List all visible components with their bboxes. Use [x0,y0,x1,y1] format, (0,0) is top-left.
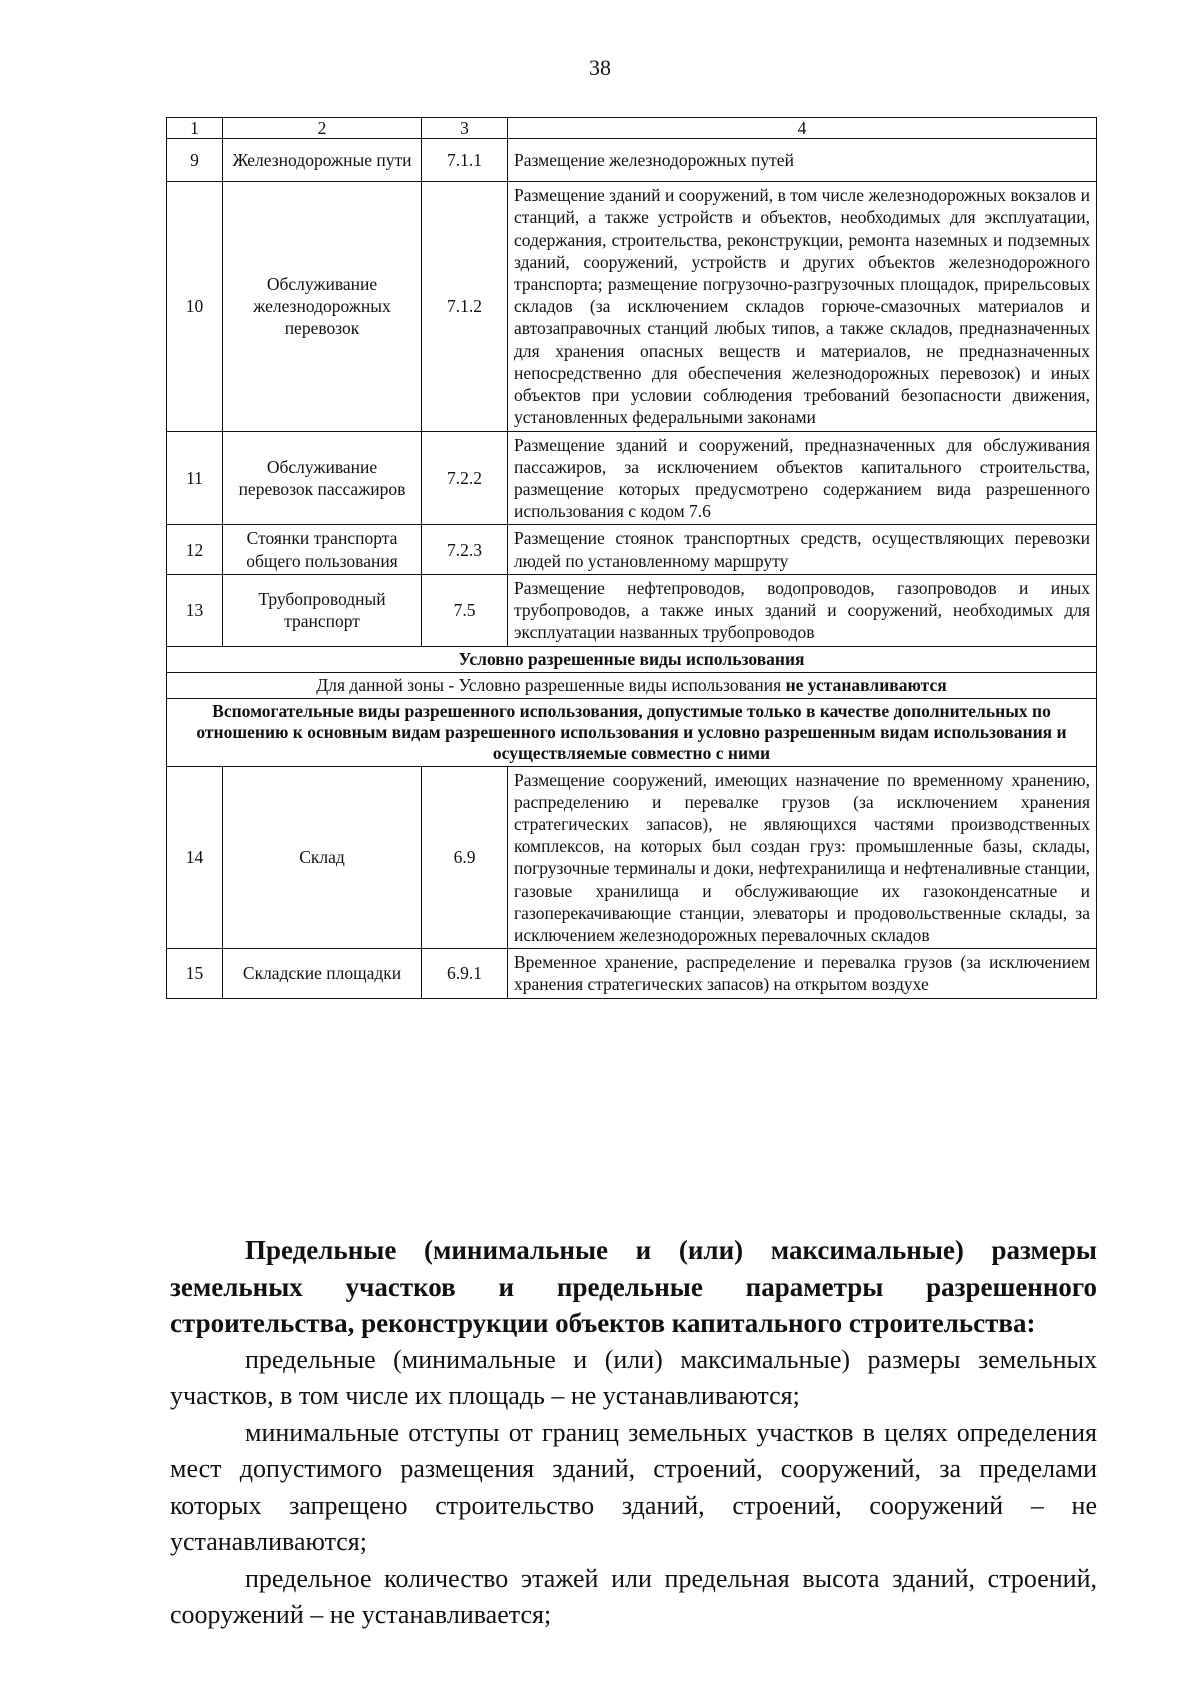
use-type-description: Размещение зданий и сооружений, в том числе железнодорожных вокзалов и станций, а также устройств и объектов, необходимых для эксплуатации, содержания, строительства, реконструкции, ремонта наземных и подземных зданий, сооружений, устройств и других объектов железнодорожного транспорта; размещение погрузочно-разгрузочных площадок, прирельсовых складов (за исключением складов горюче-смазочных материалов и автозаправочных станций любых типов, а также складов, предназначенных для хранения опасных веществ и материалов, не предназначенных непосредственно для обеспечения железнодорожных перевозок) и иных объектов при условии соблюдения требований безопасности движения, установленных федеральными законами [508,182,1097,431]
use-type-name: Железнодорожные пути [223,139,422,182]
regulations-text [170,1232,1097,1634]
use-type-description: Размещение зданий и сооружений, предназначенных для обслуживания пассажиров, за исключением объектов капитального строительства, размещение которых предусмотрено содержанием вида разрешенного использования с кодом 7.6 [508,431,1097,525]
table-row [167,949,1097,998]
row-number: 13 [167,574,223,646]
row-number: 15 [167,949,223,998]
section-row [167,698,1097,766]
conditional-note [167,672,1097,698]
use-type-name: Трубопроводный транспорт [223,574,422,646]
header-cell: 4 [508,118,1097,139]
use-type-code: 7.2.3 [422,525,508,574]
use-type-description: Размещение железнодорожных путей [508,139,1097,182]
table-row [167,574,1097,646]
row-number: 14 [167,766,223,949]
use-type-name: Склад [223,766,422,949]
table-header-row [167,118,1097,139]
use-type-code: 6.9.1 [422,949,508,998]
section-heading: Предельные (минимальные и (или) максимальные) размеры земельных участков и предельные параметры разрешенного строительства, реконструкции объектов капитального строительства: [170,1235,1097,1338]
table-row [167,182,1097,431]
use-type-description: Размещение сооружений, имеющих назначение по временному хранению, распределению и перевалке грузов (за исключением хранения стратегических запасов), не являющихся частями производственных комплексов, на которых был создан груз: промышленные базы, склады, погрузочные терминалы и доки, нефтехранилища и нефтеналивные станции, газовые хранилища и обслуживающие их газоконденсатные и газоперекачивающие станции, элеваторы и продовольственные склады, за исключением железнодорожных перевалочных складов [508,766,1097,949]
use-type-description: Временное хранение, распределение и перевалка грузов (за исключением хранения стратегических запасов) на открытом воздухе [508,949,1097,998]
section-auxiliary-title: Вспомогательные виды разрешенного использования, допустимые только в качестве дополнительных по отношению к основным видам разрешенного использования и условно разрешенным видам использования и осуществляемые совместно с ними [167,698,1097,766]
body-paragraph: предельное количество этажей или предельная высота зданий, строений, сооружений – не устанавливается; [170,1563,1097,1629]
row-number: 10 [167,182,223,431]
table-row [167,431,1097,525]
row-number: 9 [167,139,223,182]
row-number: 12 [167,525,223,574]
use-type-code: 7.5 [422,574,508,646]
use-type-name: Стоянки транспорта общего пользования [223,525,422,574]
section-conditional-title: Условно разрешенные виды использования [167,646,1097,672]
use-type-code: 7.2.2 [422,431,508,525]
land-use-table [166,117,1097,999]
use-type-name: Складские площадки [223,949,422,998]
use-type-description: Размещение стоянок транспортных средств, осуществляющих перевозки людей по установленному маршруту [508,525,1097,574]
table-row [167,139,1097,182]
header-cell: 1 [167,118,223,139]
header-cell: 2 [223,118,422,139]
conditional-note-text: Для данной зоны - Условно разрешенные виды использования [316,674,786,695]
conditional-note-status: не устанавливаются [785,674,947,695]
use-type-code: 6.9 [422,766,508,949]
use-type-name: Обслуживание железнодорожных перевозок [223,182,422,431]
body-paragraph: предельные (минимальные и (или) максимальные) размеры земельных участков, в том числе их площадь – не устанавливаются; [170,1344,1097,1410]
section-row [167,646,1097,672]
body-paragraph: минимальные отступы от границ земельных участков в целях определения мест допустимого размещения зданий, строений, сооружений, за пределами которых запрещено строительство зданий, строений, сооружений – не устанавливаются; [170,1417,1097,1556]
use-type-code: 7.1.2 [422,182,508,431]
use-type-description: Размещение нефтепроводов, водопроводов, газопроводов и иных трубопроводов, а также иных зданий и сооружений, необходимых для эксплуатации названных трубопроводов [508,574,1097,646]
table-row [167,525,1097,574]
page-number: 38 [589,55,611,80]
use-type-name: Обслуживание перевозок пассажиров [223,431,422,525]
header-cell: 3 [422,118,508,139]
use-type-code: 7.1.1 [422,139,508,182]
row-number: 11 [167,431,223,525]
section-row [167,672,1097,698]
table-row [167,766,1097,949]
